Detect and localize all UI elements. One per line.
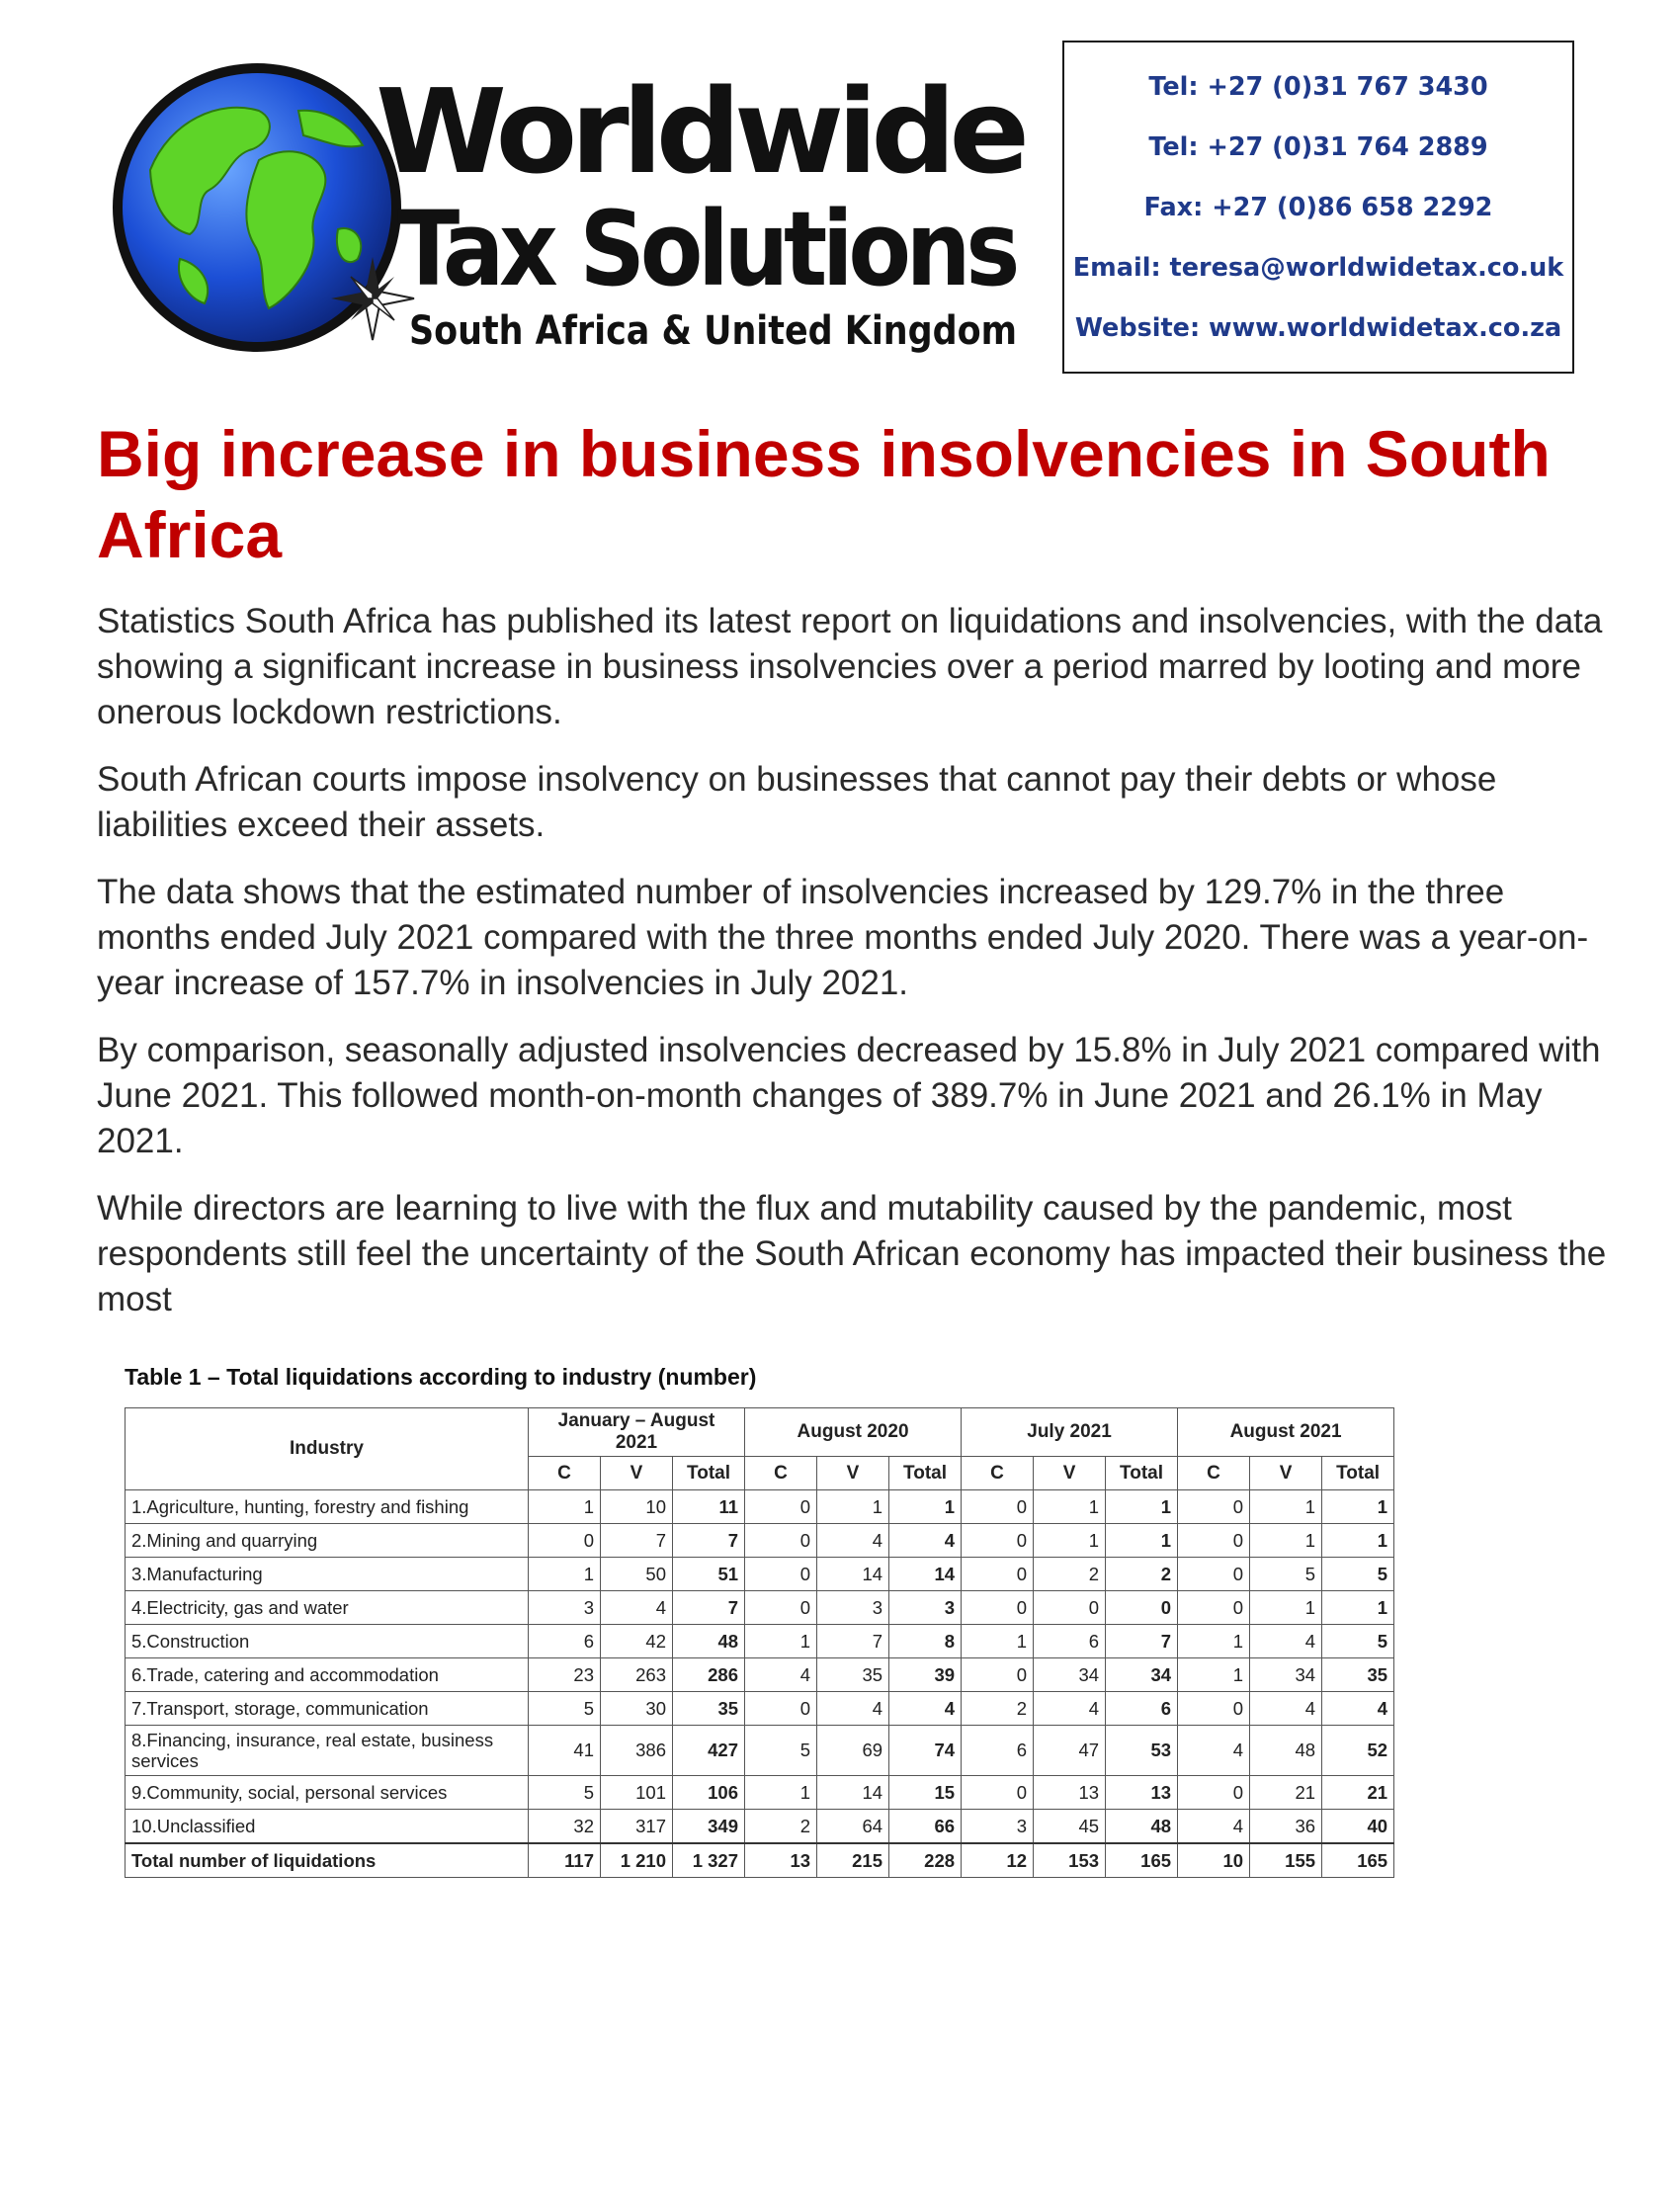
total-cell: 11 xyxy=(673,1490,745,1524)
total-cell: 1 xyxy=(1106,1524,1178,1558)
total-cell: 66 xyxy=(889,1810,962,1844)
value-cell: 64 xyxy=(817,1810,889,1844)
email-line[interactable]: Email: teresa@worldwidetax.co.uk xyxy=(1072,252,1564,283)
value-cell: 45 xyxy=(1034,1810,1106,1844)
value-cell: 0 xyxy=(1178,1524,1250,1558)
total-cell: 6 xyxy=(1106,1692,1178,1726)
value-cell: 1 xyxy=(1178,1625,1250,1658)
table-row xyxy=(126,1490,1394,1524)
industry-cell: 8.Financing, insurance, real estate, business services xyxy=(126,1726,529,1776)
total-cell: 106 xyxy=(673,1776,745,1810)
table-row xyxy=(126,1658,1394,1692)
article-paragraph: By comparison, seasonally adjusted insolvencies decreased by 15.8% in July 2021 compared with June 2021. This followed month-on-month changes of 389.7% in June 2021 and 26.1% in May 2021. xyxy=(97,1031,1601,1160)
total-cell: 165 xyxy=(1106,1843,1178,1878)
value-cell: 6 xyxy=(529,1625,601,1658)
total-cell: 5 xyxy=(1322,1625,1394,1658)
total-cell: 53 xyxy=(1106,1726,1178,1776)
value-cell: 30 xyxy=(601,1692,673,1726)
total-cell: 48 xyxy=(673,1625,745,1658)
value-cell: 4 xyxy=(1034,1692,1106,1726)
total-cell: 4 xyxy=(889,1692,962,1726)
period-header: August 2020 xyxy=(745,1408,962,1457)
total-cell: 8 xyxy=(889,1625,962,1658)
value-cell: 32 xyxy=(529,1810,601,1844)
column-subheader-c: C xyxy=(745,1457,817,1490)
value-cell: 0 xyxy=(529,1524,601,1558)
value-cell: 0 xyxy=(1178,1692,1250,1726)
value-cell: 153 xyxy=(1034,1843,1106,1878)
value-cell: 1 xyxy=(817,1490,889,1524)
value-cell: 155 xyxy=(1250,1843,1322,1878)
value-cell: 0 xyxy=(1178,1490,1250,1524)
table-row xyxy=(126,1726,1394,1776)
table-total-row xyxy=(126,1843,1394,1878)
total-cell: 48 xyxy=(1106,1810,1178,1844)
value-cell: 1 xyxy=(1250,1591,1322,1625)
value-cell: 4 xyxy=(817,1524,889,1558)
value-cell: 0 xyxy=(962,1776,1034,1810)
value-cell: 47 xyxy=(1034,1726,1106,1776)
value-cell: 4 xyxy=(745,1658,817,1692)
column-subheader-total: Total xyxy=(673,1457,745,1490)
value-cell: 7 xyxy=(601,1524,673,1558)
value-cell: 36 xyxy=(1250,1810,1322,1844)
value-cell: 50 xyxy=(601,1558,673,1591)
value-cell: 4 xyxy=(1250,1625,1322,1658)
column-subheader-total: Total xyxy=(1322,1457,1394,1490)
value-cell: 0 xyxy=(1178,1776,1250,1810)
value-cell: 215 xyxy=(817,1843,889,1878)
value-cell: 5 xyxy=(529,1692,601,1726)
value-cell: 41 xyxy=(529,1726,601,1776)
industry-cell: 7.Transport, storage, communication xyxy=(126,1692,529,1726)
value-cell: 4 xyxy=(817,1692,889,1726)
total-cell: 40 xyxy=(1322,1810,1394,1844)
table-row xyxy=(126,1558,1394,1591)
total-cell: 1 327 xyxy=(673,1843,745,1878)
value-cell: 1 xyxy=(962,1625,1034,1658)
value-cell: 21 xyxy=(1250,1776,1322,1810)
value-cell: 1 xyxy=(1250,1524,1322,1558)
total-cell: 35 xyxy=(673,1692,745,1726)
article-paragraph: Statistics South Africa has published its latest report on liquidations and insolvencies, with the data showing a significant increase in business insolvencies over a period marred by looting and more onerous lockdown restrictions. xyxy=(97,602,1603,731)
article-paragraph: While directors are learning to live with the flux and mutability caused by the pandemic, most respondents still feel the uncertainty of the South African economy has impacted their business the most xyxy=(97,1189,1607,1318)
total-cell: 1 xyxy=(1322,1524,1394,1558)
industry-cell: 10.Unclassified xyxy=(126,1810,529,1844)
value-cell: 34 xyxy=(1034,1658,1106,1692)
fax-line: Fax: +27 (0)86 658 2292 xyxy=(1143,192,1493,222)
total-cell: 427 xyxy=(673,1726,745,1776)
period-header: July 2021 xyxy=(962,1408,1178,1457)
column-subheader-v: V xyxy=(1250,1457,1322,1490)
value-cell: 48 xyxy=(1250,1726,1322,1776)
value-cell: 0 xyxy=(1034,1591,1106,1625)
table-row xyxy=(126,1625,1394,1658)
value-cell: 4 xyxy=(1250,1692,1322,1726)
total-cell: 4 xyxy=(889,1524,962,1558)
value-cell: 0 xyxy=(745,1524,817,1558)
logo-wordmark-line2: Tax Solutions xyxy=(397,189,1016,309)
total-cell: 4 xyxy=(1322,1692,1394,1726)
value-cell: 317 xyxy=(601,1810,673,1844)
value-cell: 10 xyxy=(601,1490,673,1524)
value-cell: 7 xyxy=(817,1625,889,1658)
total-cell: 51 xyxy=(673,1558,745,1591)
industry-cell: 6.Trade, catering and accommodation xyxy=(126,1658,529,1692)
column-header-industry: Industry xyxy=(126,1408,529,1490)
value-cell: 2 xyxy=(962,1692,1034,1726)
value-cell: 42 xyxy=(601,1625,673,1658)
total-cell: 1 xyxy=(889,1490,962,1524)
value-cell: 1 xyxy=(745,1776,817,1810)
total-cell: 15 xyxy=(889,1776,962,1810)
article-headline: Big increase in business insolvencies in South Africa xyxy=(97,417,1551,571)
liquidations-table xyxy=(125,1407,1394,1878)
phone-line-1: Tel: +27 (0)31 767 3430 xyxy=(1148,71,1488,102)
total-cell: 2 xyxy=(1106,1558,1178,1591)
total-cell: 35 xyxy=(1322,1658,1394,1692)
total-cell: 39 xyxy=(889,1658,962,1692)
value-cell: 0 xyxy=(1178,1591,1250,1625)
value-cell: 2 xyxy=(745,1810,817,1844)
value-cell: 69 xyxy=(817,1726,889,1776)
value-cell: 14 xyxy=(817,1558,889,1591)
value-cell: 1 xyxy=(529,1490,601,1524)
total-cell: 5 xyxy=(1322,1558,1394,1591)
value-cell: 117 xyxy=(529,1843,601,1878)
value-cell: 1 xyxy=(1250,1490,1322,1524)
value-cell: 3 xyxy=(529,1591,601,1625)
value-cell: 10 xyxy=(1178,1843,1250,1878)
total-cell: 74 xyxy=(889,1726,962,1776)
value-cell: 14 xyxy=(817,1776,889,1810)
logo-wordmark-line1: Worldwide xyxy=(376,63,1026,200)
column-subheader-v: V xyxy=(817,1457,889,1490)
column-subheader-total: Total xyxy=(1106,1457,1178,1490)
industry-cell: 1.Agriculture, hunting, forestry and fishing xyxy=(126,1490,529,1524)
value-cell: 2 xyxy=(1034,1558,1106,1591)
value-cell: 4 xyxy=(1178,1810,1250,1844)
total-cell: 1 xyxy=(1322,1490,1394,1524)
value-cell: 12 xyxy=(962,1843,1034,1878)
table-row xyxy=(126,1524,1394,1558)
industry-cell: 2.Mining and quarrying xyxy=(126,1524,529,1558)
table-row xyxy=(126,1591,1394,1625)
value-cell: 34 xyxy=(1250,1658,1322,1692)
value-cell: 0 xyxy=(962,1524,1034,1558)
total-cell: 1 xyxy=(1106,1490,1178,1524)
table-caption: Table 1 – Total liquidations according to industry (number) xyxy=(125,1364,757,1390)
table-header-row xyxy=(126,1408,1394,1457)
value-cell: 386 xyxy=(601,1726,673,1776)
total-cell: 7 xyxy=(1106,1625,1178,1658)
value-cell: 1 xyxy=(529,1558,601,1591)
value-cell: 1 xyxy=(745,1625,817,1658)
article-paragraph: South African courts impose insolvency on businesses that cannot pay their debts or whose liabilities exceed their assets. xyxy=(97,760,1497,844)
value-cell: 3 xyxy=(817,1591,889,1625)
total-cell: 34 xyxy=(1106,1658,1178,1692)
value-cell: 1 xyxy=(1034,1490,1106,1524)
total-cell: 3 xyxy=(889,1591,962,1625)
value-cell: 5 xyxy=(745,1726,817,1776)
value-cell: 1 xyxy=(1034,1524,1106,1558)
column-subheader-c: C xyxy=(529,1457,601,1490)
column-subheader-c: C xyxy=(962,1457,1034,1490)
industry-cell: 3.Manufacturing xyxy=(126,1558,529,1591)
company-logo xyxy=(111,51,1035,358)
value-cell: 6 xyxy=(1034,1625,1106,1658)
value-cell: 5 xyxy=(1250,1558,1322,1591)
article-paragraph: The data shows that the estimated number of insolvencies increased by 129.7% in the three months ended July 2021 compared with the three months ended July 2020. There was a year-on-year increase of 157.7% in insolvencies in July 2021. xyxy=(97,873,1589,1002)
total-cell: 349 xyxy=(673,1810,745,1844)
value-cell: 0 xyxy=(962,1591,1034,1625)
total-cell: 165 xyxy=(1322,1843,1394,1878)
phone-line-2: Tel: +27 (0)31 764 2889 xyxy=(1148,131,1488,162)
value-cell: 1 xyxy=(1178,1658,1250,1692)
value-cell: 23 xyxy=(529,1658,601,1692)
table-row xyxy=(126,1810,1394,1844)
period-header: August 2021 xyxy=(1178,1408,1394,1457)
contact-info-box xyxy=(1062,41,1574,374)
industry-cell: Total number of liquidations xyxy=(126,1843,529,1878)
value-cell: 6 xyxy=(962,1726,1034,1776)
total-cell: 21 xyxy=(1322,1776,1394,1810)
value-cell: 1 210 xyxy=(601,1843,673,1878)
value-cell: 0 xyxy=(1178,1558,1250,1591)
value-cell: 3 xyxy=(962,1810,1034,1844)
value-cell: 5 xyxy=(529,1776,601,1810)
total-cell: 1 xyxy=(1322,1591,1394,1625)
total-cell: 14 xyxy=(889,1558,962,1591)
logo-tagline: South Africa & United Kingdom xyxy=(409,308,1017,354)
column-subheader-c: C xyxy=(1178,1457,1250,1490)
total-cell: 13 xyxy=(1106,1776,1178,1810)
column-subheader-v: V xyxy=(601,1457,673,1490)
industry-cell: 5.Construction xyxy=(126,1625,529,1658)
table-body xyxy=(126,1490,1394,1878)
value-cell: 101 xyxy=(601,1776,673,1810)
column-subheader-total: Total xyxy=(889,1457,962,1490)
value-cell: 0 xyxy=(962,1490,1034,1524)
value-cell: 35 xyxy=(817,1658,889,1692)
total-cell: 0 xyxy=(1106,1591,1178,1625)
table-row xyxy=(126,1776,1394,1810)
value-cell: 0 xyxy=(745,1692,817,1726)
column-subheader-v: V xyxy=(1034,1457,1106,1490)
industry-cell: 4.Electricity, gas and water xyxy=(126,1591,529,1625)
value-cell: 4 xyxy=(601,1591,673,1625)
period-header: January – August 2021 xyxy=(529,1408,745,1457)
website-line[interactable]: Website: www.worldwidetax.co.za xyxy=(1074,312,1562,343)
total-cell: 7 xyxy=(673,1524,745,1558)
value-cell: 0 xyxy=(962,1658,1034,1692)
value-cell: 13 xyxy=(1034,1776,1106,1810)
value-cell: 13 xyxy=(745,1843,817,1878)
table-row xyxy=(126,1692,1394,1726)
total-cell: 52 xyxy=(1322,1726,1394,1776)
article-body xyxy=(97,599,1619,1344)
value-cell: 0 xyxy=(745,1558,817,1591)
value-cell: 263 xyxy=(601,1658,673,1692)
value-cell: 4 xyxy=(1178,1726,1250,1776)
globe-icon xyxy=(113,63,401,352)
total-cell: 7 xyxy=(673,1591,745,1625)
total-cell: 228 xyxy=(889,1843,962,1878)
value-cell: 0 xyxy=(745,1591,817,1625)
value-cell: 0 xyxy=(962,1558,1034,1591)
total-cell: 286 xyxy=(673,1658,745,1692)
industry-cell: 9.Community, social, personal services xyxy=(126,1776,529,1810)
value-cell: 0 xyxy=(745,1490,817,1524)
